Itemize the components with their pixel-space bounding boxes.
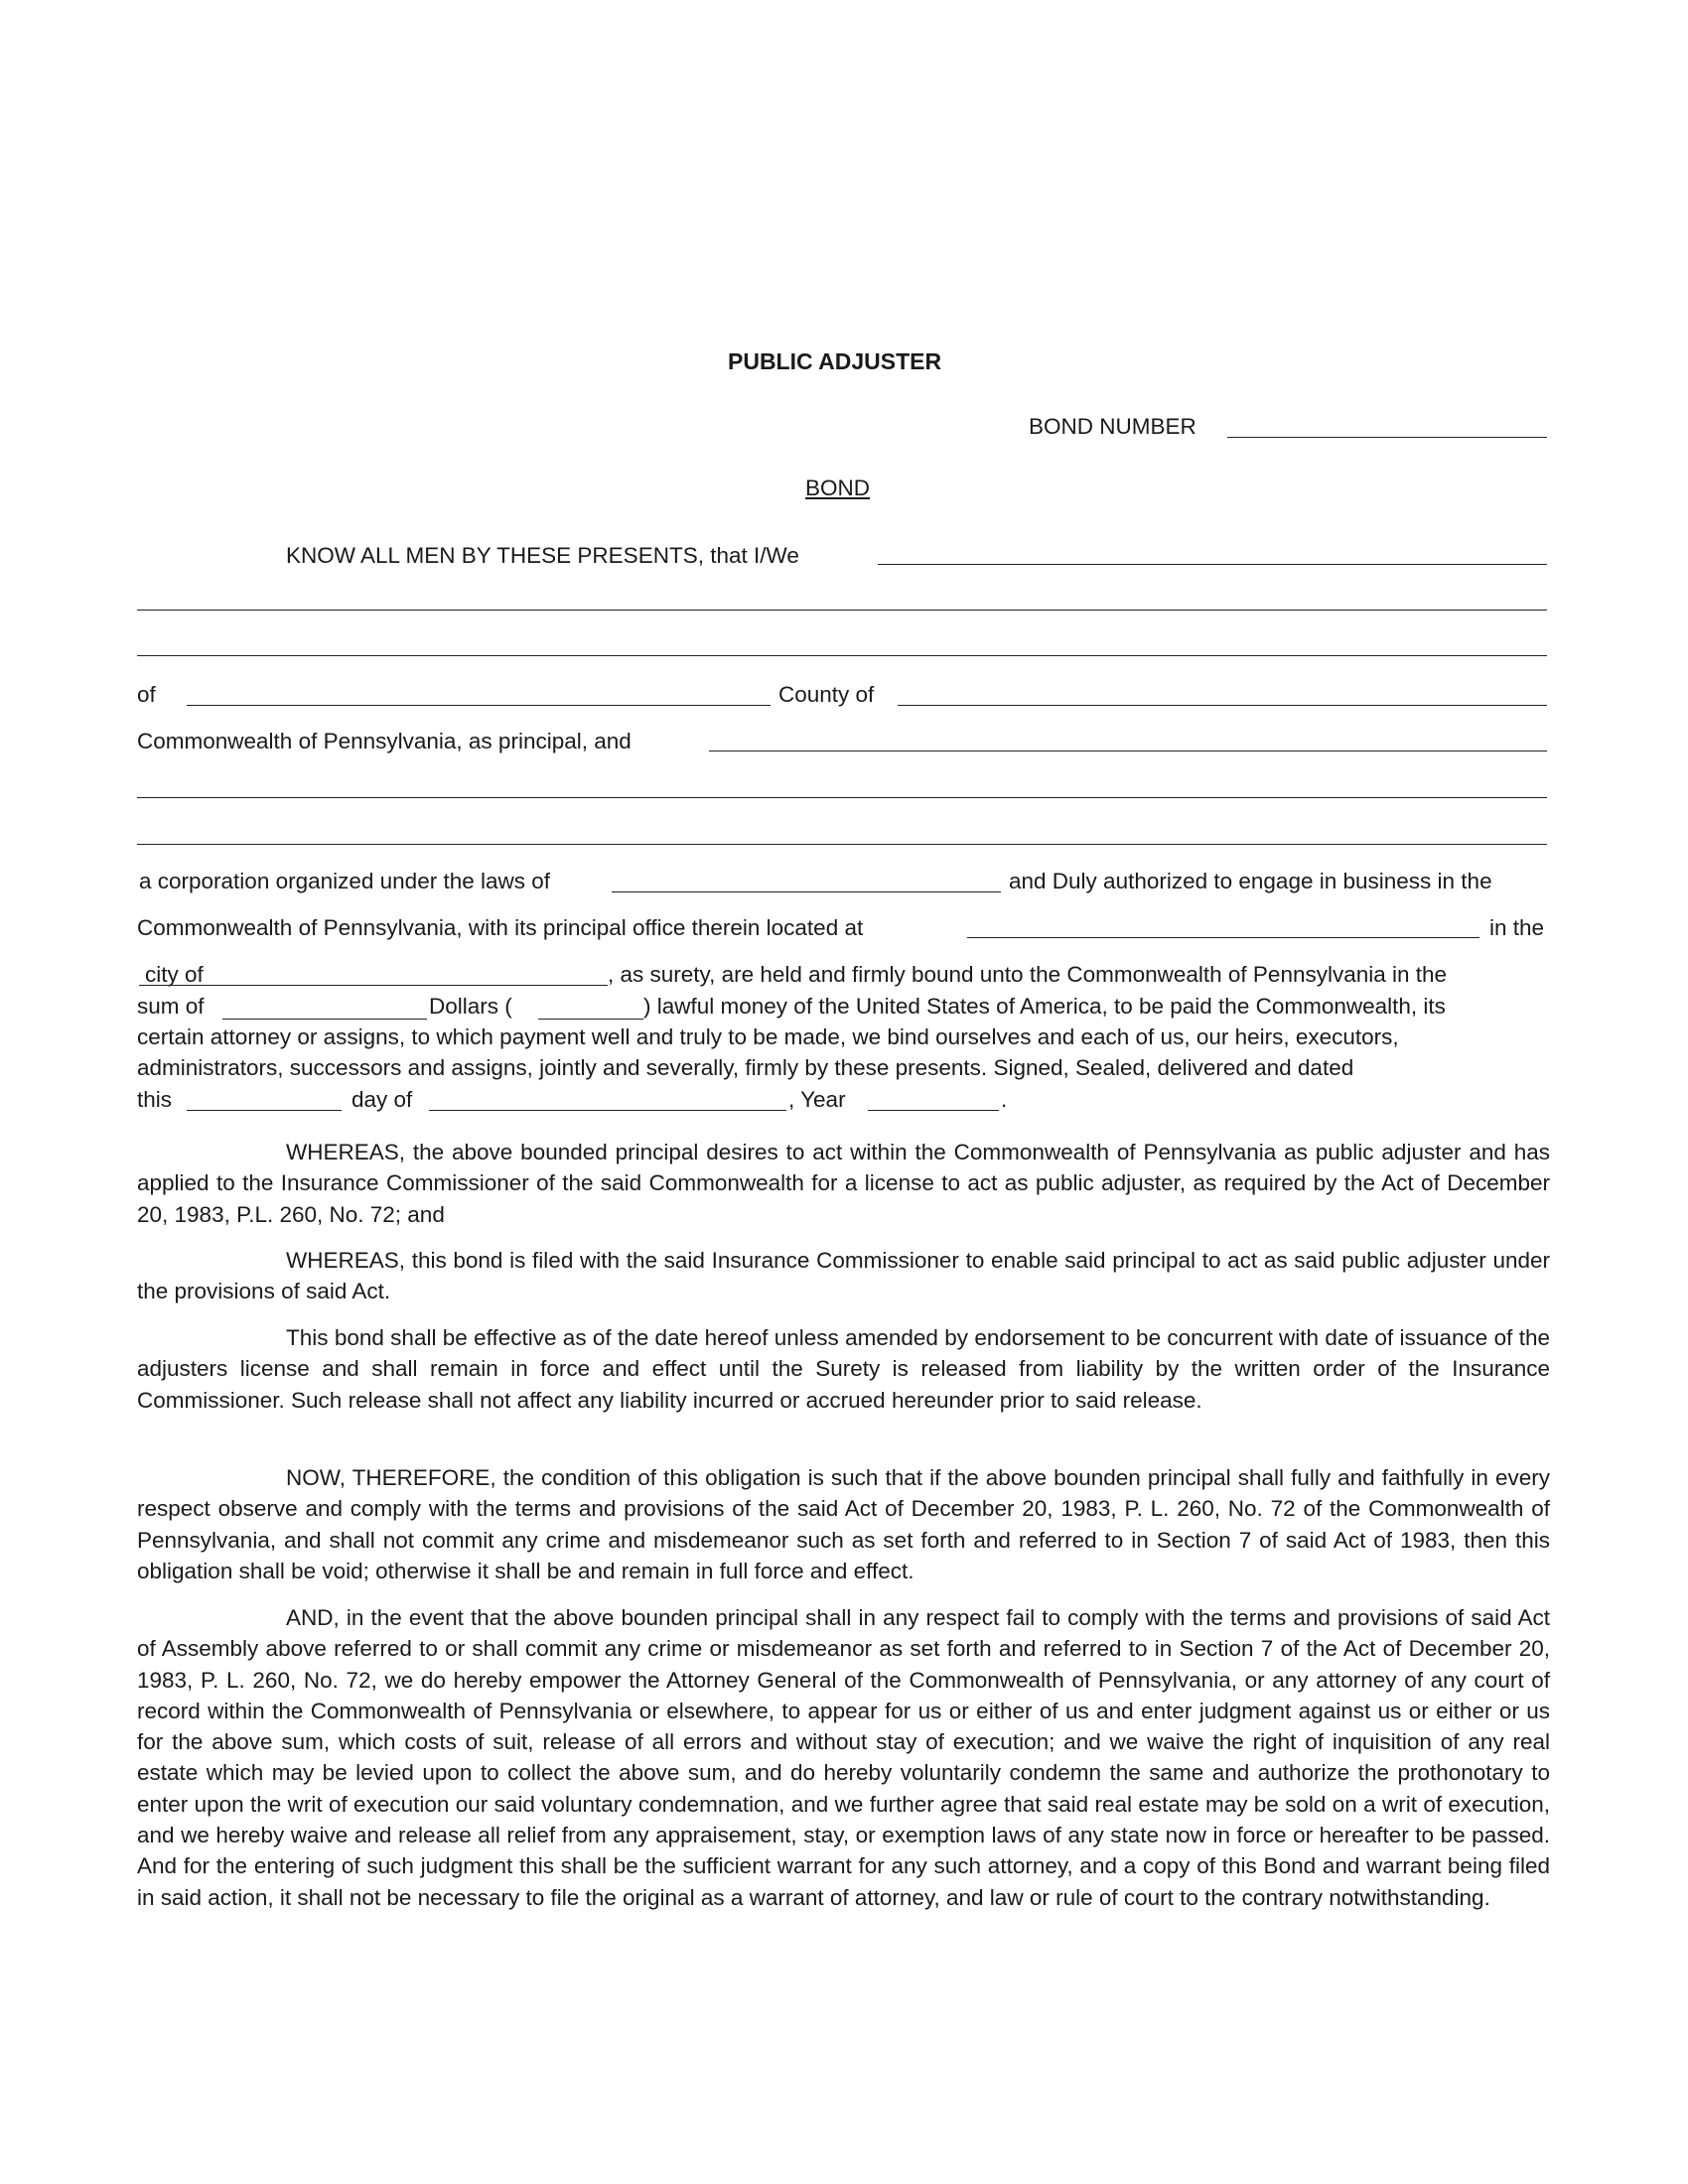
whereas-paragraph-2: WHEREAS, this bond is filed with the said Insurance Commissioner to enable said principal to act as said public adjuster under the provisions of said Act.: [137, 1248, 1550, 1304]
lawful-money-text: ) lawful money of the United States of America, to be paid the Commonwealth, its: [643, 994, 1446, 1019]
principal-name-field[interactable]: [878, 564, 1547, 565]
sum-amount-field[interactable]: [538, 1019, 643, 1020]
city-of-label: city of: [145, 962, 204, 987]
county-of-label: County of: [778, 682, 875, 707]
laws-of-field[interactable]: [612, 891, 1001, 892]
bond-heading: BOND: [805, 476, 871, 500]
county-field[interactable]: [898, 705, 1547, 706]
and-in-event-paragraph: AND, in the event that the above bounden principal shall in any respect fail to comply with the terms and provisions of said Act of Assembly above referred to or shall commit any crime or misdemeanor as set forth and referred to in Section 7 of the Act of December 20, 1983, P. L. 260, No. 72, we do hereby empower the Attorney General of the Commonwealth of Pennsylvania, or any attorney of any court of record within the Commonwealth of Pennsylvania or elsewhere, to appear for us or either of us and enter judgment against us or either or us for the above sum, which costs of suit, release of all errors and without stay of execution; and we waive the right of inquisition of any real estate which may be levied upon to collect the above sum, and do hereby voluntarily condemn the same and authorize the prothonotary to enter upon the writ of execution our said voluntary condemnation, and we further agree that said real estate may be sold on a writ of execution, and we hereby waive and release all relief from any appraisement, stay, or exemption laws of any state now in force or hereafter to be passed. And for the entering of such judgment this shall be the sufficient warrant for any such attorney, and a copy of this Bond and warrant being filed in said action, it shall not be necessary to file the original as a warrant of attorney, and law or rule of court to the contrary notwithstanding.: [137, 1605, 1550, 1910]
corporation-text: a corporation organized under the laws of: [139, 869, 551, 893]
duly-authorized-text: and Duly authorized to engage in business in the: [1009, 869, 1492, 893]
bond-number-field[interactable]: [1227, 437, 1547, 438]
day-of-label: day of: [352, 1087, 413, 1112]
commonwealth-principal-text: Commonwealth of Pennsylvania, as principal, and: [137, 729, 632, 753]
of-label: of: [137, 682, 156, 707]
know-all-men-text: KNOW ALL MEN BY THESE PRESENTS, that I/We: [286, 543, 799, 568]
as-surety-text: , as surety, are held and firmly bound unto the Commonwealth of Pennsylvania in the: [608, 962, 1448, 987]
sum-of-label: sum of: [137, 994, 205, 1019]
city-field[interactable]: [139, 985, 608, 986]
year-label: , Year: [788, 1087, 846, 1112]
dollars-label: Dollars (: [429, 994, 512, 1019]
principal-name-line-2[interactable]: [137, 610, 1547, 611]
day-field[interactable]: [187, 1110, 342, 1111]
sum-words-field[interactable]: [222, 1019, 427, 1020]
now-therefore-paragraph: NOW, THEREFORE, the condition of this obligation is such that if the above bounden principal shall fully and faithfully in every respect observe and comply with the terms and provisions of the said Act of December 20, 1983, P. L. 260, No. 72 of the Commonwealth of Pennsylvania, and shall not commit any crime and misdemeanor such as set forth and referred to in Section 7 of said Act of 1983, then this obligation shall be void; otherwise it shall be and remain in full force and effect.: [137, 1465, 1550, 1583]
page-title: PUBLIC ADJUSTER: [728, 348, 942, 374]
of-field[interactable]: [187, 705, 771, 706]
attorney-assigns-text: certain attorney or assigns, to which payment well and truly to be made, we bind ourselves and each of us, our heirs, executors,: [137, 1024, 1399, 1049]
this-label: this: [137, 1087, 173, 1112]
office-location-field[interactable]: [967, 937, 1479, 938]
month-field[interactable]: [429, 1110, 786, 1111]
in-the-text: in the: [1489, 915, 1545, 940]
administrators-text: administrators, successors and assigns, jointly and severally, firmly by these presents. Signed, Sealed, delivered and dated: [137, 1055, 1354, 1080]
year-field[interactable]: [868, 1110, 999, 1111]
period-text: .: [1001, 1087, 1008, 1112]
bond-number-label: BOND NUMBER: [1029, 414, 1196, 439]
effective-paragraph: This bond shall be effective as of the date hereof unless amended by endorsement to be concurrent with date of issuance of the adjusters license and shall remain in force and effect until the Surety is released from liability by the written order of the Insurance Commissioner. Such release shall not affect any liability incurred or accrued hereunder prior to said release.: [137, 1325, 1550, 1413]
whereas-paragraph-1: WHEREAS, the above bounded principal desires to act within the Commonwealth of Pennsylvania as public adjuster and has applied to the Insurance Commissioner of the said Commonwealth for a license to act as public adjuster, as required by the Act of December 20, 1983, P.L. 260, No. 72; and: [137, 1140, 1550, 1227]
surety-name-line-2[interactable]: [137, 797, 1547, 798]
principal-office-text: Commonwealth of Pennsylvania, with its principal office therein located at: [137, 915, 864, 940]
surety-name-line-3[interactable]: [137, 844, 1547, 845]
principal-name-line-3[interactable]: [137, 655, 1547, 656]
